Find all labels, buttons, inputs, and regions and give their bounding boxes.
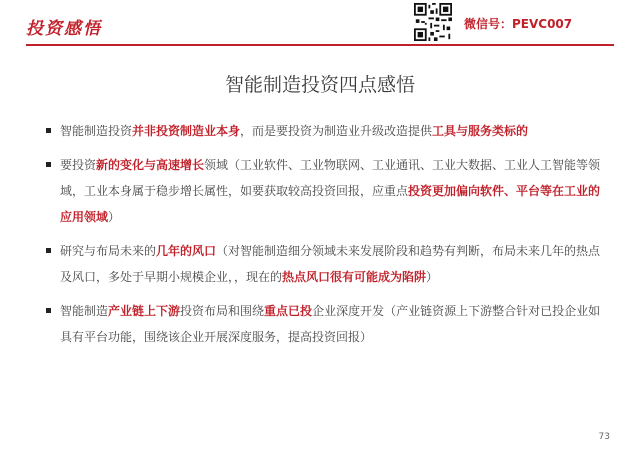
text-run: ） (108, 210, 121, 224)
highlight-run: 新的变化与高速增长 (96, 158, 205, 172)
bullet-item-4 (46, 298, 606, 350)
page-title: 智能制造投资四点感悟 (224, 74, 415, 96)
text-run: ） (426, 270, 439, 284)
bullet-text (60, 244, 600, 284)
bullet-item-1 (46, 118, 606, 144)
bullet-item-2 (46, 152, 606, 230)
bullet-square-icon (46, 128, 51, 133)
text-run: 领域（工业软件、工业物联网、工业通讯、工业大数据、工业人工智能等领域，工业本身属于稳步增长属性，如要获取较高投资回报，应重点 (60, 158, 601, 198)
brand-title: 投资感悟 (26, 19, 102, 39)
text-run: （对智能制造细分领域未来发展阶段和趋势有判断，布局未来几年的热点及风口，多处于早期小规模企业，，现在的 (60, 244, 601, 284)
highlight-run: 几年的风口 (156, 244, 217, 258)
highlight-run: 投资更加偏向软件、平台等在工业的应用领域 (60, 184, 601, 224)
qr-code-icon (414, 3, 452, 41)
text-run: 要投资 (60, 158, 97, 172)
text-run: ，而是要投资为制造业升级改造提供 (240, 124, 433, 138)
highlight-run: 工具与服务类标的 (432, 124, 529, 138)
page-number: 73 (598, 432, 610, 442)
bullet-square-icon (46, 248, 51, 253)
text-run: 智能制造投资 (60, 124, 133, 138)
bullet-list (46, 118, 606, 358)
bullet-text (60, 304, 600, 344)
highlight-run: 热点风口很有可能成为陷阱 (282, 270, 427, 284)
bullet-text (60, 124, 528, 138)
highlight-run: 产业链上下游 (108, 304, 181, 318)
highlight-run: 重点已投 (264, 304, 313, 318)
bullet-text (60, 158, 600, 224)
header-divider (26, 44, 614, 46)
bullet-square-icon (46, 162, 51, 167)
text-run: 智能制造 (60, 304, 109, 318)
text-run: 投资布局和围绕 (180, 304, 265, 318)
text-run: 研究与布局未来的 (60, 244, 157, 258)
wechat-id: 微信号：PEVC007 (464, 17, 573, 31)
bullet-square-icon (46, 308, 51, 313)
highlight-run: 并非投资制造业本身 (132, 124, 241, 138)
text-run: 企业深度开发（产业链资源上下游整合针对已投企业如具有平台功能，围绕该企业开展深度服务，提高投资回报） (60, 304, 601, 344)
bullet-item-3 (46, 238, 606, 290)
